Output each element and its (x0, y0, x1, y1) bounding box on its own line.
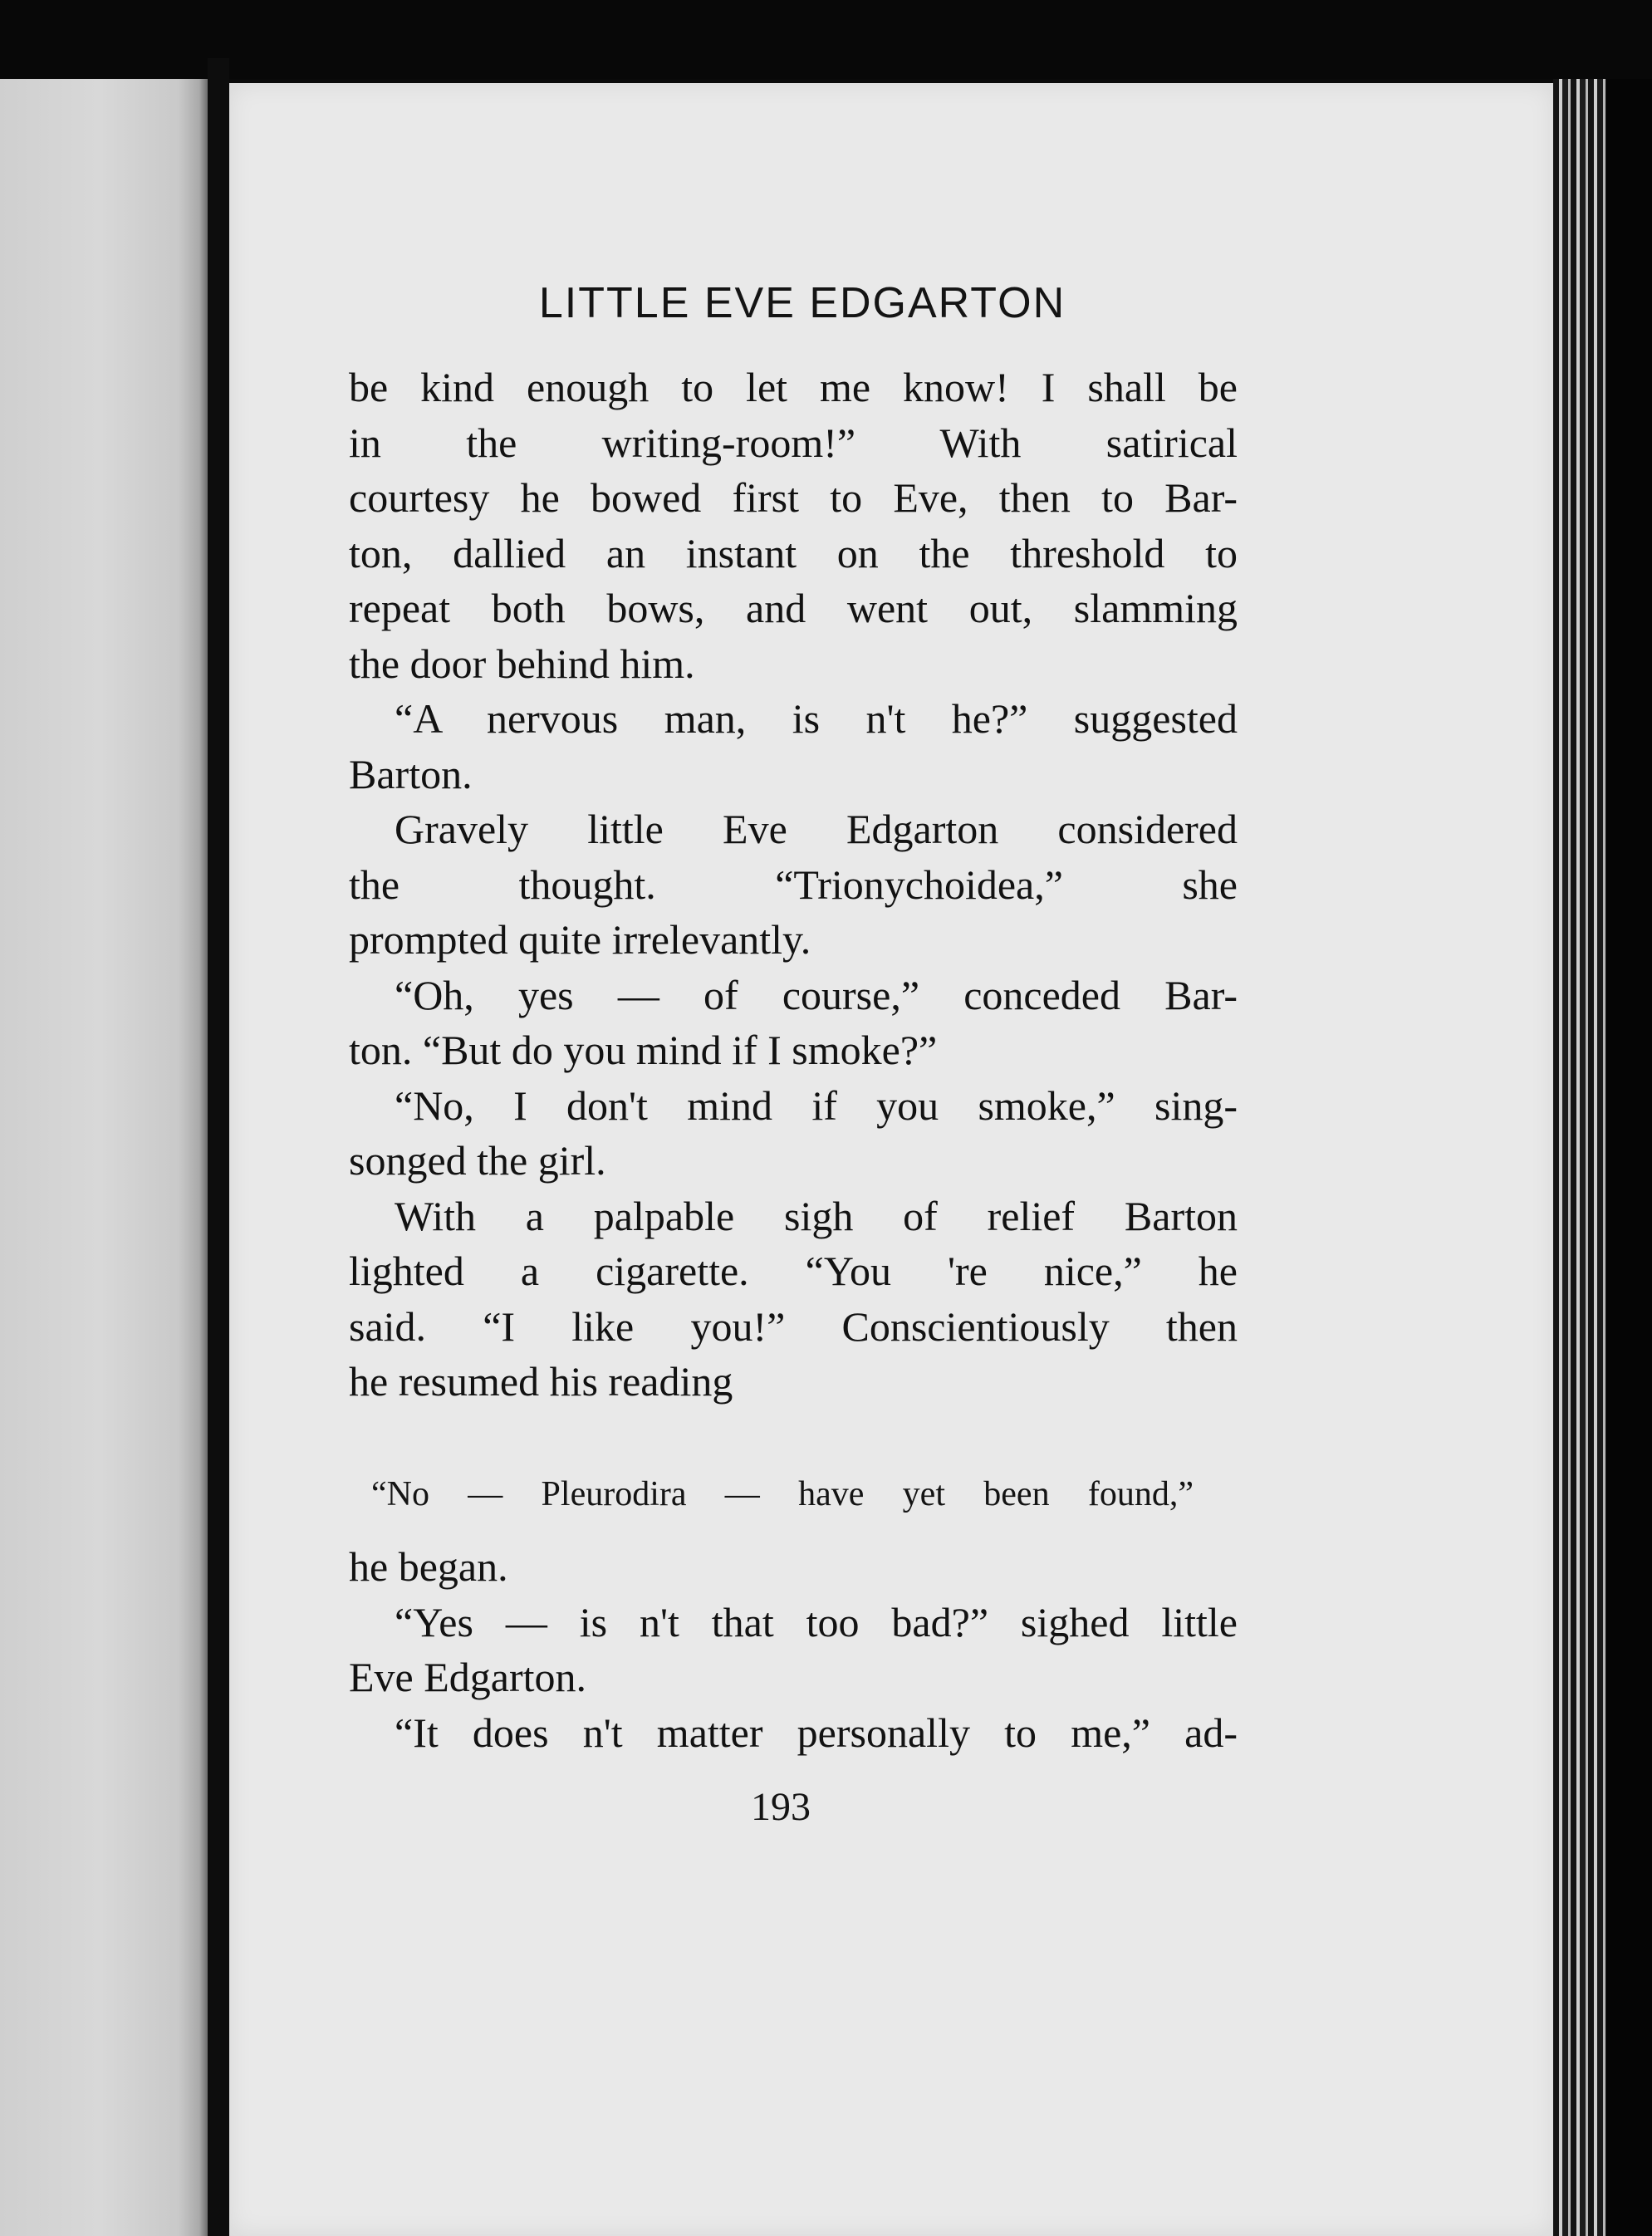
text-line: Barton. (349, 750, 473, 797)
text-line: he resumed his reading (349, 1358, 733, 1405)
text-line: “Yes — is n't that too bad?” sighed little (395, 1598, 1238, 1645)
running-head: LITTLE EVE EDGARTON (538, 279, 1066, 327)
text-line: With a palpable sigh of relief Barton (395, 1192, 1238, 1239)
scan-top-border (0, 0, 1652, 79)
text-line: “Oh, yes — of course,” conceded Bar- (395, 971, 1238, 1018)
text-line: ton. “But do you mind if I smoke?” (349, 1027, 938, 1073)
text-line: prompted quite irrelevantly. (349, 916, 811, 963)
body-text-upper (349, 360, 1238, 1410)
book-gutter (208, 58, 229, 2236)
text-line: Eve Edgarton. (349, 1654, 587, 1700)
text-line: the thought. “Trionychoidea,” she (349, 861, 1238, 908)
text-line: said. “I like you!” Conscientiously then (349, 1302, 1238, 1350)
text-line: ton, dallied an instant on the threshold to (349, 529, 1238, 576)
text-line: songed the girl. (349, 1137, 606, 1184)
text-line: he began. (349, 1543, 508, 1590)
text-line: “It does n't matter personally to me,” ad- (395, 1709, 1238, 1756)
body-text-lower (349, 1539, 1238, 1760)
text-line: “No, I don't mind if you smoke,” sing- (395, 1081, 1238, 1129)
text-line: courtesy he bowed first to Eve, then to Bar- (349, 474, 1238, 521)
text-line: repeat both bows, and went out, slamming (349, 585, 1238, 631)
text-line: lighted a cigarette. “You 're nice,” he (349, 1248, 1238, 1294)
text-line: in the writing-room!” With satirical (349, 419, 1238, 466)
quoted-reading-line: “No — Pleurodira — have yet been found,” (371, 1475, 1194, 1513)
page-edges (1553, 79, 1652, 2236)
page-number: 193 (751, 1785, 811, 1829)
text-line: the door behind him. (349, 640, 695, 687)
facing-page-margin (0, 79, 208, 2236)
text-line: “A nervous man, is n't he?” suggested (395, 695, 1238, 742)
text-line: Gravely little Eve Edgarton considered (395, 806, 1238, 852)
text-line: be kind enough to let me know! I shall be (349, 364, 1238, 410)
